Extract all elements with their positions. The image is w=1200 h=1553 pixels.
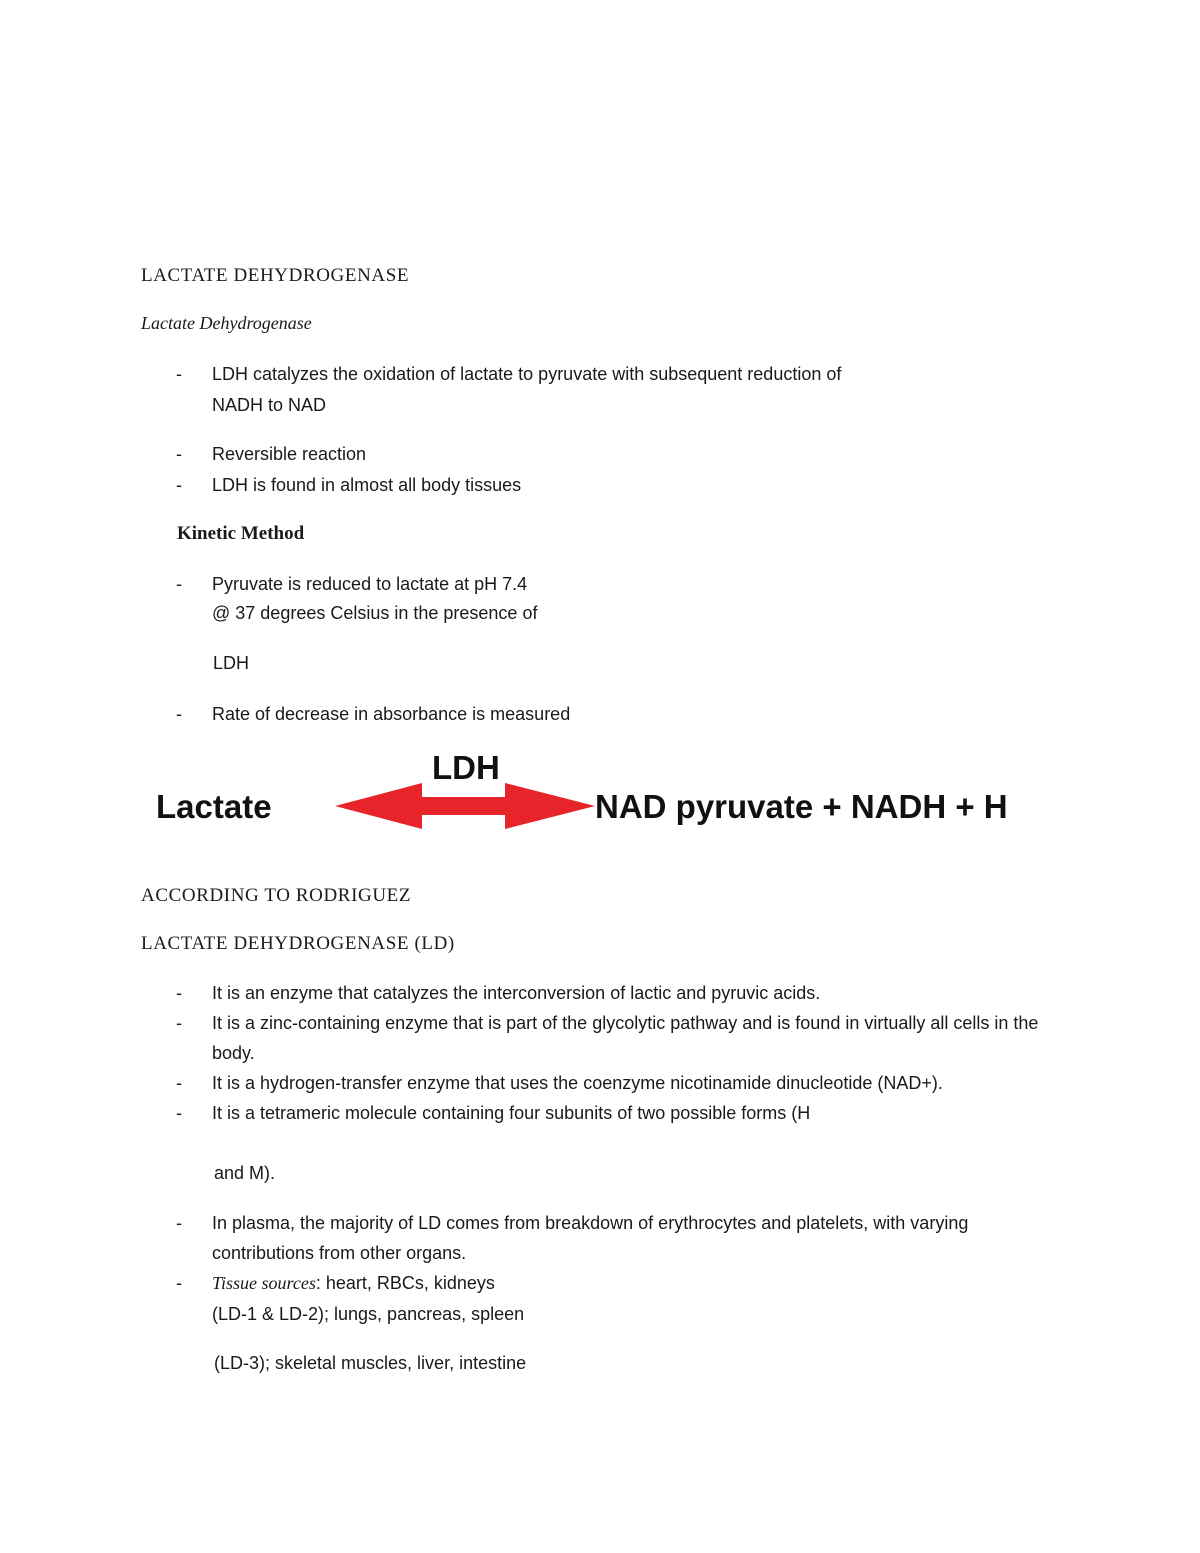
bullet-text: LDH is found in almost all body tissues bbox=[212, 475, 522, 495]
bullet-text: LDH catalyzes the oxidation of lactate to pyruvate with subsequent reduction of bbox=[212, 364, 842, 384]
bullet-dash: - bbox=[176, 1013, 182, 1033]
bullet-dash: - bbox=[176, 574, 182, 594]
tissue-sources-label: Tissue sources bbox=[212, 1273, 316, 1293]
bullet-dash: - bbox=[176, 1273, 182, 1293]
bullet-text-continued: @ 37 degrees Celsius in the presence of bbox=[212, 603, 538, 623]
bullet-text: Rate of decrease in absorbance is measured bbox=[212, 704, 571, 724]
bullet-text: It is a hydrogen-transfer enzyme that uses the coenzyme nicotinamide dinucleotide (NAD+). bbox=[212, 1073, 943, 1093]
section-subtitle: LACTATE DEHYDROGENASE (LD) bbox=[141, 933, 455, 954]
bullet-dash: - bbox=[176, 1213, 182, 1233]
bullet-text-continued: NADH to NAD bbox=[212, 395, 327, 415]
bullet-text-continued: contributions from other organs. bbox=[212, 1243, 467, 1263]
bullet-text: It is a zinc-containing enzyme that is part of the glycolytic pathway and is found in virtually all cells in the bbox=[212, 1013, 1039, 1033]
bullet-text-continued: LDH bbox=[213, 653, 250, 673]
section-subtitle: Lactate Dehydrogenase bbox=[141, 313, 312, 333]
bullet-dash: - bbox=[176, 1103, 182, 1123]
bullet-text-continued: body. bbox=[212, 1043, 255, 1063]
bullet-dash: - bbox=[176, 444, 182, 464]
bullet-text-continued: (LD-1 & LD-2); lungs, pancreas, spleen bbox=[212, 1304, 525, 1324]
bullet-dash: - bbox=[176, 364, 182, 384]
bullet-dash: - bbox=[176, 475, 182, 495]
bullet-text: Pyruvate is reduced to lactate at pH 7.4 bbox=[212, 574, 528, 594]
bullet-dash: - bbox=[176, 983, 182, 1003]
bullet-text-continued: and M). bbox=[214, 1163, 276, 1183]
bullet-text: Reversible reaction bbox=[212, 444, 367, 464]
kinetic-method-heading: Kinetic Method bbox=[177, 523, 305, 544]
reaction-diagram bbox=[150, 748, 1140, 843]
bullet-text-continued: (LD-3); skeletal muscles, liver, intestine bbox=[214, 1353, 527, 1373]
reaction-right-label: NAD pyruvate + NADH + H bbox=[595, 788, 1008, 825]
section-title: ACCORDING TO RODRIGUEZ bbox=[141, 885, 412, 906]
double-arrow-icon bbox=[335, 783, 595, 829]
tissue-sources-text: : heart, RBCs, kidneys bbox=[315, 1273, 495, 1293]
bullet-text bbox=[212, 1273, 495, 1294]
enzyme-label: LDH bbox=[432, 749, 500, 786]
bullet-dash: - bbox=[176, 704, 182, 724]
bullet-text: It is a tetrameric molecule containing four subunits of two possible forms (H bbox=[212, 1103, 811, 1123]
bullet-text: In plasma, the majority of LD comes from breakdown of erythrocytes and platelets, with varying bbox=[212, 1213, 969, 1233]
section-title: LACTATE DEHYDROGENASE bbox=[141, 265, 410, 286]
bullet-dash: - bbox=[176, 1073, 182, 1093]
bullet-text: It is an enzyme that catalyzes the interconversion of lactic and pyruvic acids. bbox=[212, 983, 821, 1003]
reaction-left-label: Lactate bbox=[156, 788, 272, 825]
